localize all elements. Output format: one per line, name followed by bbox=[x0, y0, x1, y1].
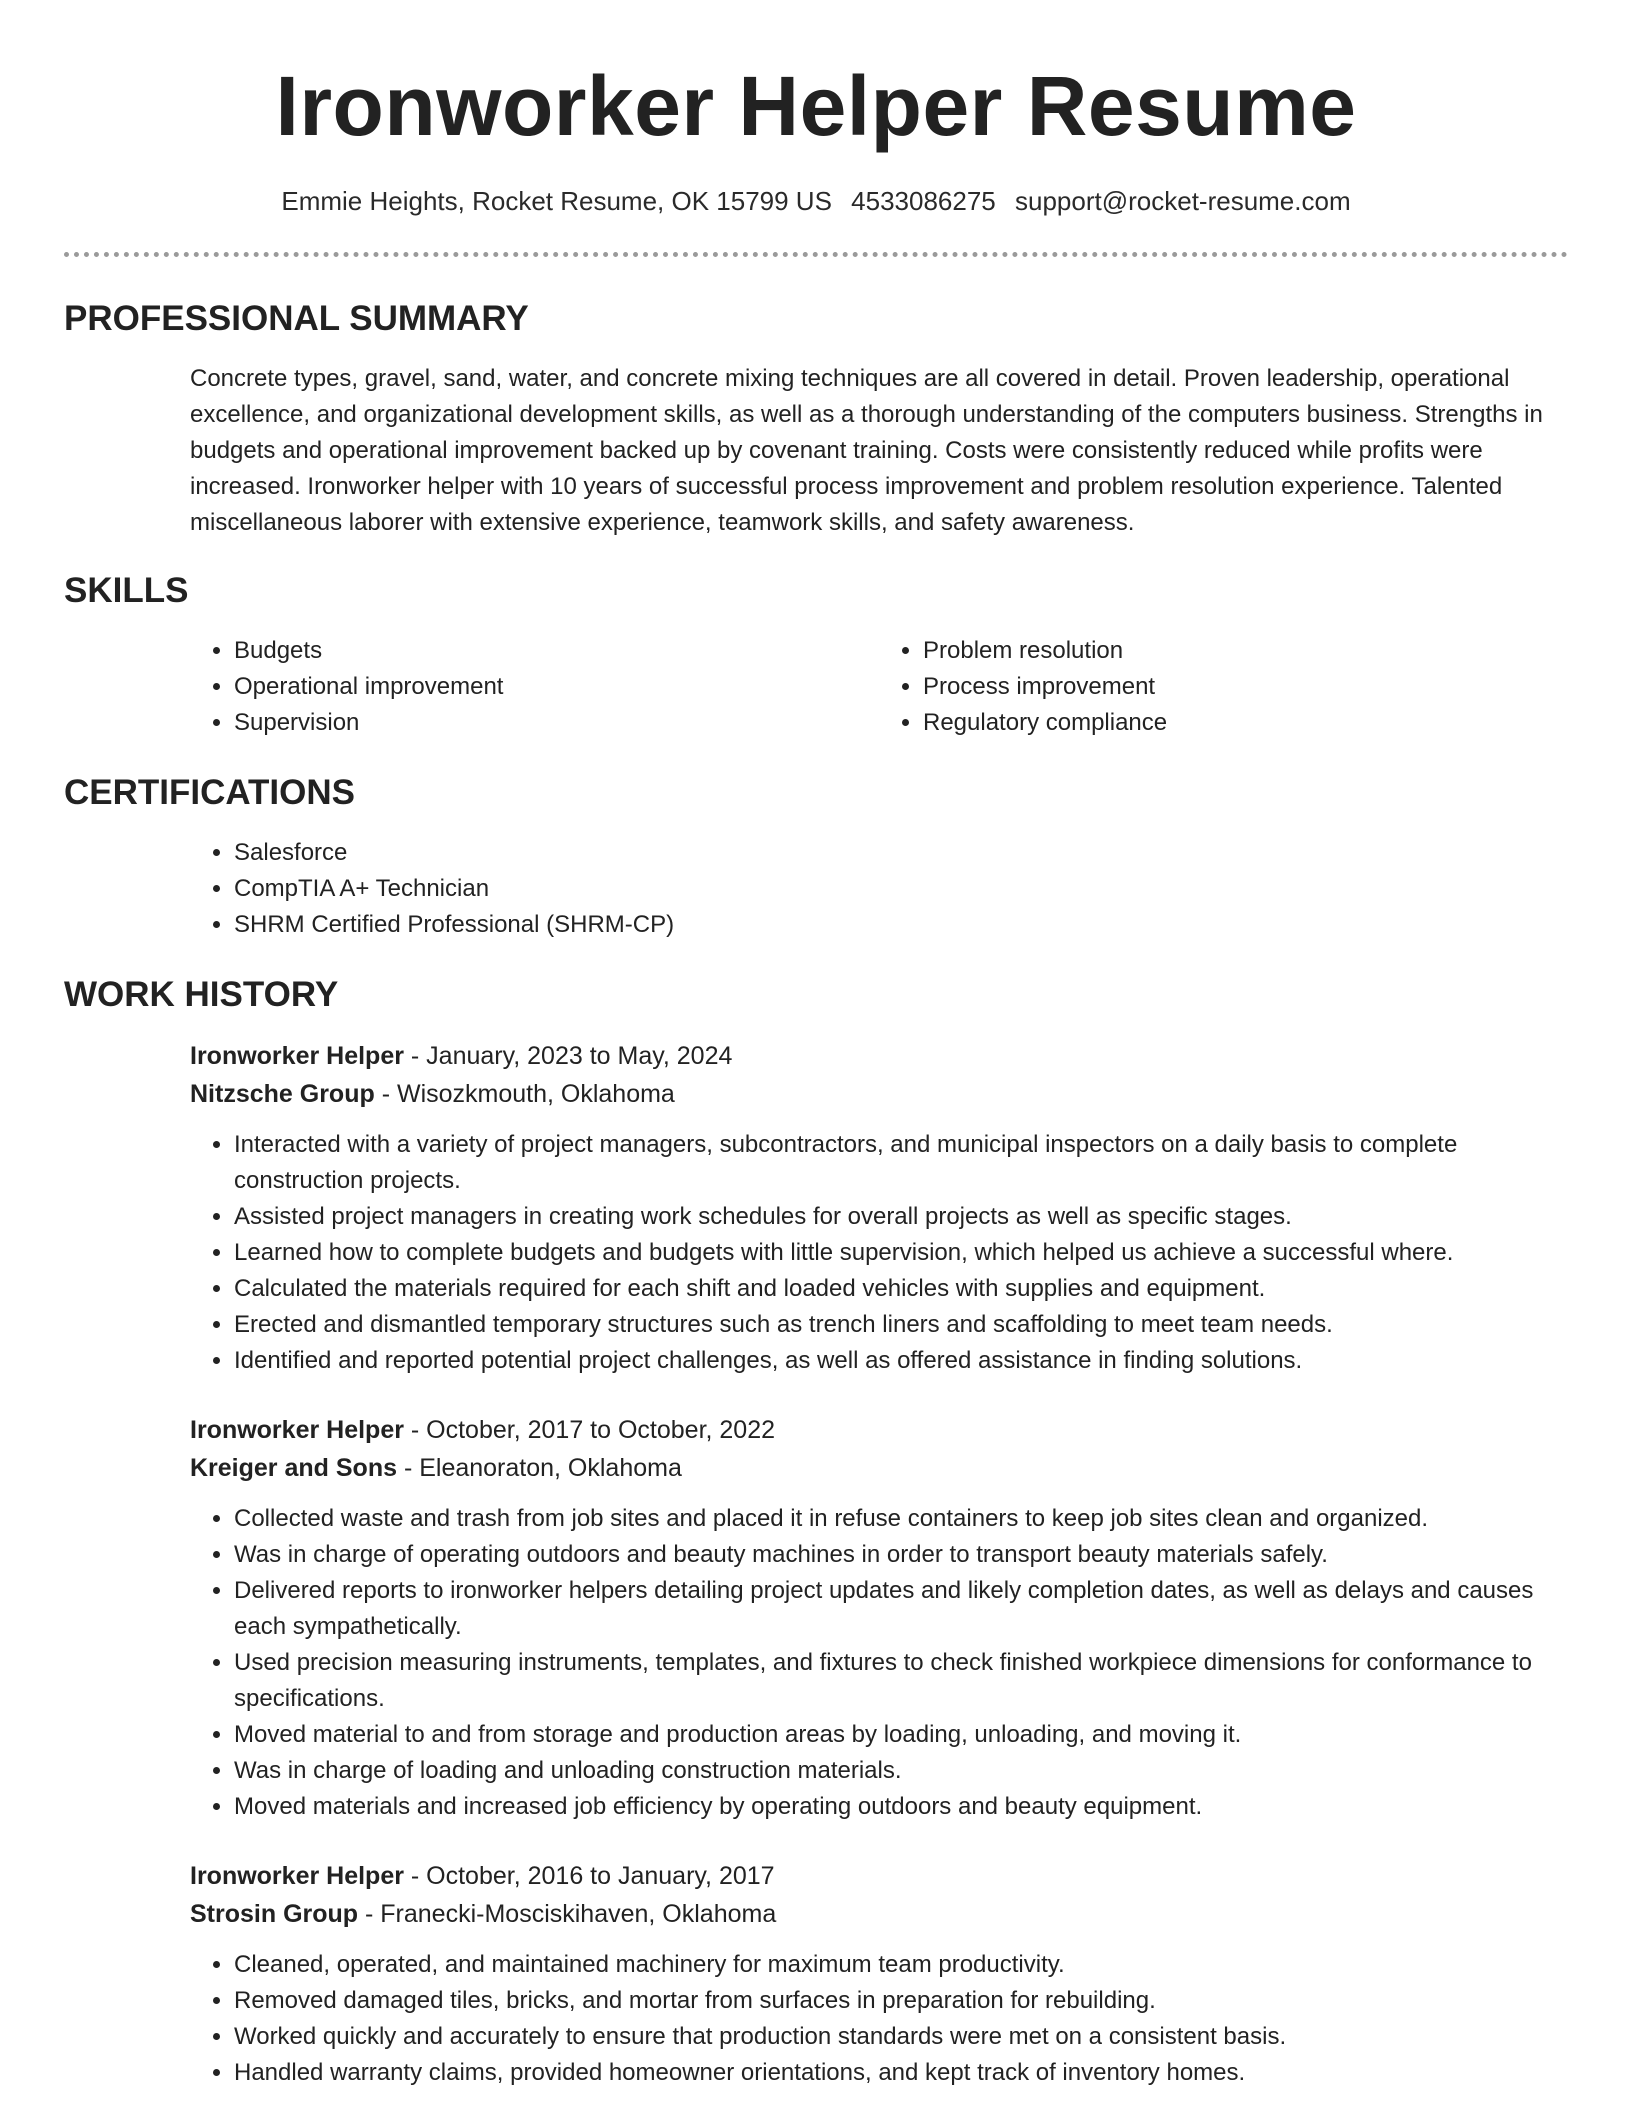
resume-title: Ironworker Helper Resume bbox=[275, 59, 1357, 153]
job-bullet: • Delivered reports to ironworker helpers detailing project updates and likely completion dates, as well as delays and causes each sympathetically. bbox=[234, 1573, 1568, 1645]
job-company: Strosin Group bbox=[190, 1900, 359, 1928]
job-bullet: • Interacted with a variety of project managers, subcontractors, and municipal inspectors on a daily basis to complete construction projects. bbox=[234, 1127, 1568, 1199]
certifications-body bbox=[190, 835, 1568, 943]
job-entry bbox=[190, 1037, 1568, 1379]
job-company-line bbox=[190, 1449, 1568, 1487]
contact-line bbox=[64, 184, 1568, 218]
job-bullets bbox=[190, 1127, 1568, 1379]
job-title-line bbox=[190, 1411, 1568, 1449]
work-history-heading: WORK HISTORY bbox=[64, 975, 339, 1014]
skill-item: • Problem resolution bbox=[923, 633, 1568, 669]
certifications-heading: CERTIFICATIONS bbox=[64, 773, 356, 812]
job-location: - Wisozkmouth, Oklahoma bbox=[374, 1080, 675, 1108]
skill-item: • Supervision bbox=[234, 705, 879, 741]
contact-email: support@rocket-resume.com bbox=[1015, 186, 1351, 216]
header-divider bbox=[64, 252, 1568, 257]
job-company: Nitzsche Group bbox=[190, 1080, 375, 1108]
job-company-line bbox=[190, 1895, 1568, 1933]
skill-item: • Process improvement bbox=[923, 669, 1568, 705]
job-title-line bbox=[190, 1037, 1568, 1075]
job-bullet: • Was in charge of loading and unloading construction materials. bbox=[234, 1753, 1568, 1789]
skill-item: • Budgets bbox=[234, 633, 879, 669]
work-history-body bbox=[190, 1037, 1568, 2091]
job-dates: - January, 2023 to May, 2024 bbox=[403, 1042, 733, 1070]
work-history-section bbox=[64, 973, 1568, 2091]
job-bullet: • Used precision measuring instruments, templates, and fixtures to check finished workpiece dimensions for conformance to specifications. bbox=[234, 1645, 1568, 1717]
job-company-line bbox=[190, 1075, 1568, 1113]
job-entry bbox=[190, 1411, 1568, 1825]
job-bullets bbox=[190, 1947, 1568, 2091]
job-dates: - October, 2016 to January, 2017 bbox=[403, 1862, 775, 1890]
contact-address: Emmie Heights, Rocket Resume, OK 15799 US bbox=[281, 186, 832, 216]
job-bullet: • Erected and dismantled temporary structures such as trench liners and scaffolding to meet team needs. bbox=[234, 1307, 1568, 1343]
certifications-list bbox=[190, 835, 1568, 943]
job-company: Kreiger and Sons bbox=[190, 1454, 397, 1482]
job-bullet: • Moved material to and from storage and production areas by loading, unloading, and moving it. bbox=[234, 1717, 1568, 1753]
job-bullet: • Assisted project managers in creating work schedules for overall projects as well as specific stages. bbox=[234, 1199, 1568, 1235]
job-dates: - October, 2017 to October, 2022 bbox=[403, 1416, 776, 1444]
job-location: - Eleanoraton, Oklahoma bbox=[397, 1454, 682, 1482]
job-bullet: • Identified and reported potential project challenges, as well as offered assistance in finding solutions. bbox=[234, 1343, 1568, 1379]
job-bullet: • Removed damaged tiles, bricks, and mortar from surfaces in preparation for rebuilding. bbox=[234, 1983, 1568, 2019]
resume-page bbox=[64, 0, 1568, 2123]
certification-item: • SHRM Certified Professional (SHRM-CP) bbox=[234, 907, 1568, 943]
job-bullet: • Handled warranty claims, provided homeowner orientations, and kept track of inventory homes. bbox=[234, 2055, 1568, 2091]
skills-list-right bbox=[879, 633, 1568, 741]
skills-list-left bbox=[190, 633, 879, 741]
job-entry bbox=[190, 1857, 1568, 2091]
certification-item: • CompTIA A+ Technician bbox=[234, 871, 1568, 907]
skill-item: • Operational improvement bbox=[234, 669, 879, 705]
job-bullet: • Moved materials and increased job efficiency by operating outdoors and beauty equipment. bbox=[234, 1789, 1568, 1825]
certification-item: • Salesforce bbox=[234, 835, 1568, 871]
job-location: - Franecki-Mosciskihaven, Oklahoma bbox=[358, 1900, 777, 1928]
summary-heading: PROFESSIONAL SUMMARY bbox=[64, 299, 529, 338]
certifications-section bbox=[64, 771, 1568, 943]
job-title-line bbox=[190, 1857, 1568, 1895]
job-title: Ironworker Helper bbox=[190, 1862, 404, 1890]
job-title: Ironworker Helper bbox=[190, 1416, 404, 1444]
skills-grid bbox=[190, 633, 1568, 741]
skills-heading: SKILLS bbox=[64, 571, 189, 610]
job-bullet: • Calculated the materials required for each shift and loaded vehicles with supplies and equipment. bbox=[234, 1271, 1568, 1307]
job-title: Ironworker Helper bbox=[190, 1042, 404, 1070]
summary-text: Concrete types, gravel, sand, water, and concrete mixing techniques are all covered in detail. Proven leadership, operational excellence, and organizational development skills, as well as a thorough understanding of the computers business. Strengths in budgets and operational improvement backed up by covenant training. Costs were consistently reduced while profits were increased. Ironworker helper with 10 years of successful process improvement and problem resolution experience. Talented miscellaneous laborer with extensive experience, teamwork skills, and safety awareness. bbox=[190, 365, 1543, 536]
summary-section bbox=[64, 297, 1568, 541]
job-bullet: • Worked quickly and accurately to ensure that production standards were met on a consistent basis. bbox=[234, 2019, 1568, 2055]
contact-phone: 4533086275 bbox=[851, 186, 996, 216]
skill-item: • Regulatory compliance bbox=[923, 705, 1568, 741]
job-bullet: • Cleaned, operated, and maintained machinery for maximum team productivity. bbox=[234, 1947, 1568, 1983]
job-bullet: • Learned how to complete budgets and budgets with little supervision, which helped us achieve a successful where. bbox=[234, 1235, 1568, 1271]
job-bullet: • Collected waste and trash from job sites and placed it in refuse containers to keep job sites clean and organized. bbox=[234, 1501, 1568, 1537]
job-bullets bbox=[190, 1501, 1568, 1825]
skills-section bbox=[64, 569, 1568, 741]
job-bullet: • Was in charge of operating outdoors and beauty machines in order to transport beauty materials safely. bbox=[234, 1537, 1568, 1573]
